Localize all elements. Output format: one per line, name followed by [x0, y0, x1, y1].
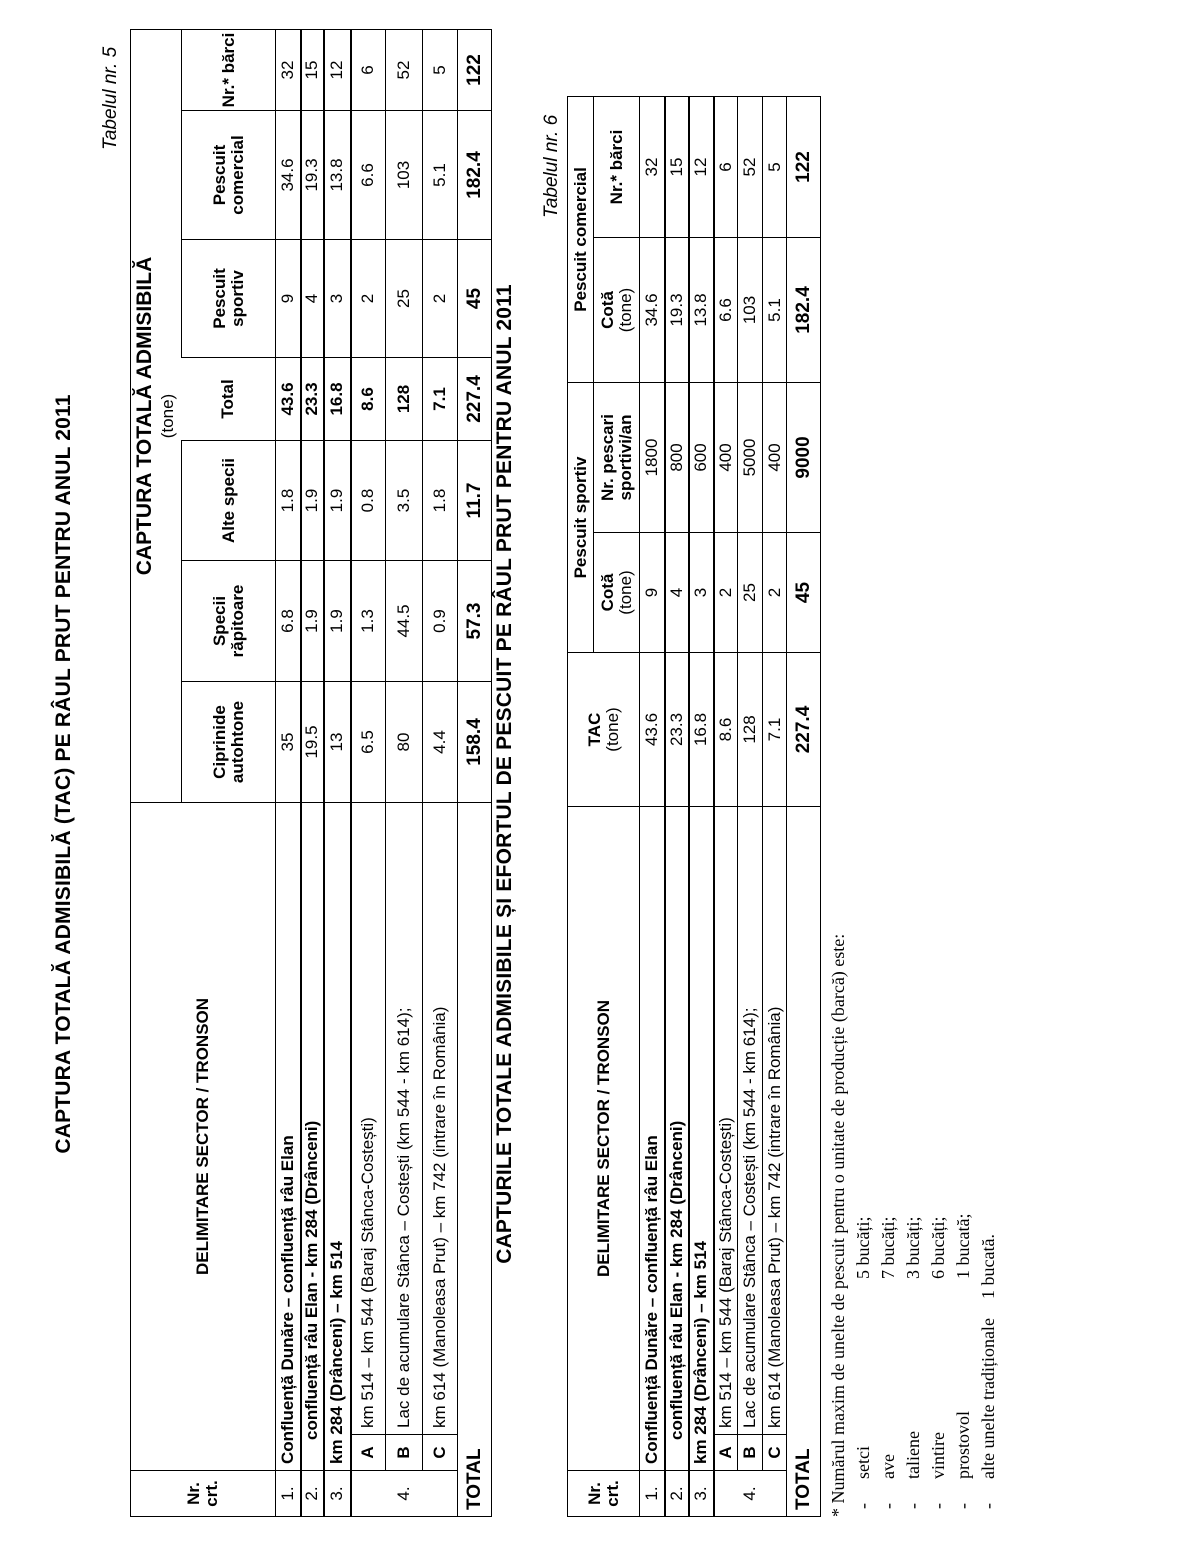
sub-sector-letter: C: [763, 1435, 787, 1471]
cell-total: 23.3: [301, 357, 324, 440]
gear-name: taliene: [903, 1431, 923, 1479]
cell-total: 7.1: [423, 357, 458, 440]
t5-group-unit: (tone): [158, 393, 177, 439]
cell-barci: 32: [276, 29, 301, 110]
footnote-item: [926, 934, 951, 1517]
cell-alte: 3.5: [386, 440, 423, 560]
cell-ciprinide: 6.5: [351, 681, 386, 802]
cell-alte: 1.9: [324, 440, 351, 560]
t5-header-ciprinide: Ciprinide autohtone: [182, 681, 276, 802]
bullet-dash: -: [878, 1503, 898, 1509]
sub-sector-letter: B: [386, 1435, 423, 1471]
sub-sector-letter: A: [351, 1435, 386, 1471]
total-tac: 227.4: [787, 652, 821, 806]
t6-header-sportiv-group: Pescuit sportiv: [568, 382, 594, 652]
table6-ref: Tabelul nr. 6: [541, 114, 562, 218]
table6-title: CAPTURILE TOTALE ADMISIBILE ȘI EFORTUL DE PESCUIT PE RÂUL PRUT PENTRU ANUL 2011: [493, 284, 516, 1264]
sector-name: km 614 (Manoleasa Prut) – km 742 (intrare în România): [763, 806, 787, 1434]
row-number: 3.: [689, 1471, 714, 1517]
total-cota_c: 182.4: [787, 237, 821, 382]
cell-sportiv: 9: [276, 239, 301, 357]
table5-title: CAPTURA TOTALĂ ADMISIBILĂ (TAC) PE RÂUL PRUT PENTRU ANUL 2011: [52, 394, 75, 1154]
t6-header-comercial-group: Pescuit comercial: [568, 96, 594, 382]
table-row: [276, 29, 301, 1516]
table-row: [423, 29, 458, 1516]
t5-header-comercial: Pescuit comercial: [182, 110, 276, 239]
t6-header-cota-s: [594, 532, 640, 652]
cell-cota_s: 2: [714, 532, 738, 652]
cell-ciprinide: 13: [324, 681, 351, 802]
cell-tac: 8.6: [714, 652, 738, 806]
total-pescari: 9000: [787, 382, 821, 532]
cell-tac: 7.1: [763, 652, 787, 806]
table-row: [714, 96, 738, 1516]
row-number: 4.: [714, 1471, 787, 1517]
footnote-item: [851, 934, 876, 1517]
cell-pescari: 400: [763, 382, 787, 532]
gear-name: ave: [878, 1454, 898, 1479]
cell-total: 8.6: [351, 357, 386, 440]
cell-sportiv: 25: [386, 239, 423, 357]
gear-quantity: 3 bucăți;: [903, 1216, 923, 1279]
gear-quantity: 7 bucăți;: [878, 1216, 898, 1279]
cell-total: 16.8: [324, 357, 351, 440]
table-row: [665, 96, 689, 1516]
t5-header-alte: Alte specii: [182, 440, 276, 560]
cell-cota_c: 6.6: [714, 237, 738, 382]
gear-name: prostovol: [953, 1410, 973, 1479]
cell-rapitoare: 1.9: [324, 560, 351, 681]
row-number: 2.: [301, 1471, 324, 1517]
cell-barci: 52: [738, 96, 763, 237]
sector-name: km 284 (Drânceni) – km 514: [324, 802, 351, 1470]
total-cota_s: 45: [787, 532, 821, 652]
total-barci: 122: [787, 96, 821, 237]
gear-name: vintire: [928, 1432, 948, 1479]
cell-comercial: 5.1: [423, 110, 458, 239]
cell-cota_c: 34.6: [640, 237, 665, 382]
cell-pescari: 1800: [640, 382, 665, 532]
cell-cota_s: 2: [763, 532, 787, 652]
table6: [567, 96, 821, 1517]
t6-cota-s-label: Cotă: [597, 573, 617, 612]
cell-comercial: 13.8: [324, 110, 351, 239]
cell-comercial: 103: [386, 110, 423, 239]
table-row: [301, 29, 324, 1516]
total-total: 227.4: [458, 357, 492, 440]
sector-name: confluență râu Elan - km 284 (Drânceni): [301, 802, 324, 1470]
sector-name: km 284 (Drânceni) – km 514: [689, 806, 714, 1470]
cell-barci: 52: [386, 29, 423, 110]
cell-cota_c: 5.1: [763, 237, 787, 382]
footnote-intro: * Numărul maxim de unelte de pescuit pentru o unitate de producție (barcă) este:: [828, 933, 848, 1517]
footnote-item: [876, 934, 901, 1517]
t6-tac-unit: (tone): [602, 707, 622, 752]
cell-tac: 16.8: [689, 652, 714, 806]
cell-tac: 43.6: [640, 652, 665, 806]
cell-barci: 5: [763, 96, 787, 237]
cell-barci: 32: [640, 96, 665, 237]
t6-header-nr: Nr. crt.: [568, 1471, 640, 1517]
total-label: TOTAL: [458, 802, 492, 1516]
row-number: 2.: [665, 1471, 689, 1517]
cell-rapitoare: 6.8: [276, 560, 301, 681]
total-label: TOTAL: [787, 806, 821, 1516]
footnote-item: [976, 934, 1001, 1517]
cell-barci: 15: [665, 96, 689, 237]
sector-name: Lac de acumulare Stânca – Costești (km 544 - km 614);: [738, 806, 763, 1434]
cell-rapitoare: 1.3: [351, 560, 386, 681]
bullet-dash: -: [978, 1503, 998, 1509]
gear-name: alte unelte tradiționale: [978, 1318, 998, 1479]
t6-tac-label: TAC: [584, 712, 604, 747]
sector-name: km 514 – km 544 (Baraj Stânca-Costești): [351, 802, 386, 1434]
footnote-item: [951, 934, 976, 1517]
cell-barci: 5: [423, 29, 458, 110]
cell-barci: 15: [301, 29, 324, 110]
total-barci: 122: [458, 29, 492, 110]
total-sportiv: 45: [458, 239, 492, 357]
bullet-dash: -: [903, 1503, 923, 1509]
t6-cota-c-unit: (tone): [615, 287, 635, 333]
row-number: 4.: [351, 1471, 458, 1517]
cell-cota_c: 19.3: [665, 237, 689, 382]
gear-name: setci: [853, 1446, 873, 1479]
gear-quantity: 6 bucăți;: [928, 1216, 948, 1279]
t6-cota-s-unit: (tone): [615, 570, 635, 615]
t5-header-barci: Nr.* bărci: [182, 29, 276, 110]
total-rapitoare: 57.3: [458, 560, 492, 681]
table-row: [640, 96, 665, 1516]
bullet-dash: -: [928, 1503, 948, 1509]
table-row: [763, 96, 787, 1516]
bullet-dash: -: [853, 1503, 873, 1509]
table-row: [689, 96, 714, 1516]
cell-tac: 128: [738, 652, 763, 806]
cell-total: 43.6: [276, 357, 301, 440]
cell-cota_c: 13.8: [689, 237, 714, 382]
cell-rapitoare: 0.9: [423, 560, 458, 681]
table5-ref: Tabelul nr. 5: [100, 46, 121, 150]
total-comercial: 182.4: [458, 110, 492, 239]
cell-alte: 1.8: [423, 440, 458, 560]
cell-comercial: 19.3: [301, 110, 324, 239]
sub-sector-letter: B: [738, 1435, 763, 1471]
footnote: [826, 934, 1001, 1517]
cell-rapitoare: 44.5: [386, 560, 423, 681]
t6-header-barci: Nr.* bărci: [594, 96, 640, 237]
sector-name: km 614 (Manoleasa Prut) – km 742 (intrare în România): [423, 802, 458, 1434]
total-row: [458, 29, 492, 1516]
table-row: [351, 29, 386, 1516]
t6-cota-c-label: Cotă: [597, 291, 617, 329]
sector-name: confluență râu Elan - km 284 (Drânceni): [665, 806, 689, 1470]
t6-header-tac: [568, 652, 640, 806]
bullet-dash: -: [953, 1503, 973, 1509]
row-number: 3.: [324, 1471, 351, 1517]
cell-tac: 23.3: [665, 652, 689, 806]
cell-alte: 1.9: [301, 440, 324, 560]
total-row: [787, 96, 821, 1516]
cell-sportiv: 2: [423, 239, 458, 357]
sub-sector-letter: C: [423, 1435, 458, 1471]
cell-ciprinide: 80: [386, 681, 423, 802]
t6-header-sector: DELIMITARE SECTOR / TRONSON: [568, 806, 640, 1470]
gear-quantity: 1 bucată.: [978, 1234, 998, 1299]
cell-pescari: 800: [665, 382, 689, 532]
cell-cota_s: 4: [665, 532, 689, 652]
sub-sector-letter: A: [714, 1435, 738, 1471]
cell-sportiv: 3: [324, 239, 351, 357]
cell-total: 128: [386, 357, 423, 440]
gear-quantity: 5 bucăți;: [853, 1216, 873, 1279]
t5-header-sportiv: Pescuit sportiv: [182, 239, 276, 357]
t5-header-nr: Nr. crt.: [131, 1471, 276, 1517]
row-number: 1.: [640, 1471, 665, 1517]
cell-cota_c: 103: [738, 237, 763, 382]
table-row: [738, 96, 763, 1516]
cell-pescari: 5000: [738, 382, 763, 532]
cell-pescari: 400: [714, 382, 738, 532]
cell-alte: 1.8: [276, 440, 301, 560]
total-ciprinide: 158.4: [458, 681, 492, 802]
t5-header-group: [131, 29, 182, 802]
t6-header-cota-c: [594, 237, 640, 382]
table-row: [324, 29, 351, 1516]
cell-ciprinide: 35: [276, 681, 301, 802]
table5: [130, 29, 492, 1517]
cell-barci: 6: [714, 96, 738, 237]
cell-barci: 12: [324, 29, 351, 110]
cell-barci: 6: [351, 29, 386, 110]
t5-header-sector: DELIMITARE SECTOR / TRONSON: [131, 802, 276, 1470]
sector-name: Confluență Dunăre – confluență râu Elan: [276, 802, 301, 1470]
t5-header-rapitoare: Specii răpitoare: [182, 560, 276, 681]
footnote-item: [901, 934, 926, 1517]
cell-ciprinide: 4.4: [423, 681, 458, 802]
cell-barci: 12: [689, 96, 714, 237]
cell-ciprinide: 19.5: [301, 681, 324, 802]
cell-cota_s: 25: [738, 532, 763, 652]
cell-sportiv: 2: [351, 239, 386, 357]
gear-quantity: 1 bucată;: [953, 1213, 973, 1279]
cell-comercial: 34.6: [276, 110, 301, 239]
t5-group-label: CAPTURA TOTALĂ ADMISIBILĂ: [132, 256, 156, 576]
table-row: [386, 29, 423, 1516]
total-alte: 11.7: [458, 440, 492, 560]
t5-header-total: Total: [182, 357, 276, 440]
cell-cota_s: 3: [689, 532, 714, 652]
cell-cota_s: 9: [640, 532, 665, 652]
cell-alte: 0.8: [351, 440, 386, 560]
sector-name: Lac de acumulare Stânca – Costești (km 544 - km 614);: [386, 802, 423, 1434]
cell-pescari: 600: [689, 382, 714, 532]
sector-name: Confluență Dunăre – confluență râu Elan: [640, 806, 665, 1470]
cell-sportiv: 4: [301, 239, 324, 357]
cell-rapitoare: 1.9: [301, 560, 324, 681]
row-number: 1.: [276, 1471, 301, 1517]
cell-comercial: 6.6: [351, 110, 386, 239]
sector-name: km 514 – km 544 (Baraj Stânca-Costești): [714, 806, 738, 1434]
t6-header-pescari: Nr. pescari sportivi/an: [594, 382, 640, 532]
